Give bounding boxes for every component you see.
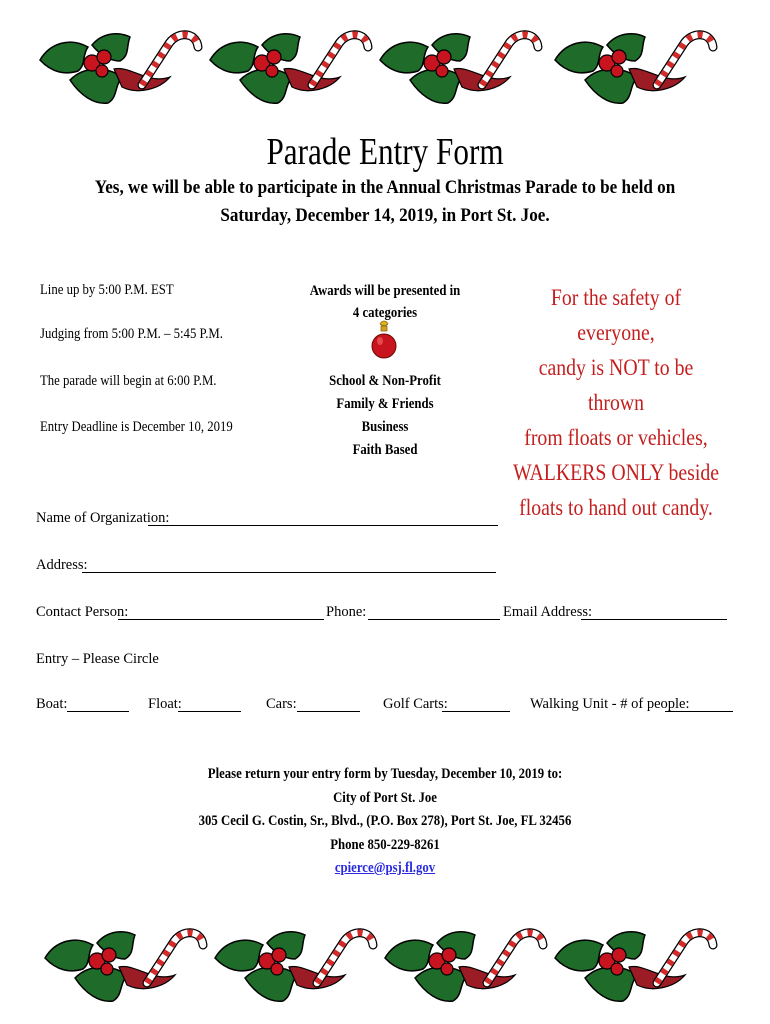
- info-judging: Judging from 5:00 P.M. – 5:45 P.M.: [40, 326, 223, 342]
- safety-notice: [511, 280, 721, 525]
- category-faith-based: Faith Based: [352, 442, 418, 458]
- return-address: 305 Cecil G. Costin, Sr., Blvd., (P.O. Box 278), Port St. Joe, FL 32456: [198, 813, 572, 829]
- holly-candy-cane-border-top: [0, 20, 770, 115]
- subtitle: [93, 174, 678, 230]
- phone-input-line[interactable]: [368, 619, 500, 620]
- category-school-nonprofit: School & Non-Profit: [329, 373, 441, 389]
- address-label: Address:: [36, 557, 88, 573]
- org-input-line[interactable]: [148, 525, 498, 526]
- float-input-line[interactable]: [178, 711, 241, 712]
- awards-heading-line-2: 4 categories: [352, 305, 418, 321]
- float-label: Float:: [148, 696, 182, 712]
- cars-input-line[interactable]: [297, 711, 360, 712]
- category-business: Business: [361, 419, 409, 435]
- contact-input-line[interactable]: [118, 619, 324, 620]
- holly-candy-cane-border-bottom: [0, 915, 770, 1015]
- address-input-line[interactable]: [82, 572, 496, 573]
- safety-line-2: candy is NOT to be thrown: [538, 355, 694, 415]
- walking-unit-input-line[interactable]: [665, 711, 733, 712]
- info-deadline: Entry Deadline is December 10, 2019: [40, 419, 233, 435]
- info-parade-start: The parade will begin at 6:00 P.M.: [40, 373, 217, 389]
- email-label: Email Address:: [503, 604, 593, 620]
- subtitle-line-1: Yes, we will be able to participate in the Annual Christmas Parade to be held on: [94, 177, 676, 198]
- golf-carts-input-line[interactable]: [442, 711, 510, 712]
- return-instructions: [165, 763, 605, 881]
- category-family-friends: Family & Friends: [336, 396, 434, 412]
- safety-line-4: WALKERS ONLY beside: [512, 460, 720, 485]
- awards-heading-line-1: Awards will be presented in: [309, 283, 461, 299]
- award-categories: [293, 370, 478, 462]
- cars-label: Cars:: [266, 696, 297, 712]
- safety-line-5: floats to hand out candy.: [519, 495, 713, 520]
- boat-input-line[interactable]: [67, 711, 129, 712]
- return-city: City of Port St. Joe: [333, 789, 437, 806]
- email-input-line[interactable]: [581, 619, 727, 620]
- org-label: Name of Organization:: [36, 510, 170, 526]
- walking-unit-label: Walking Unit - # of people:: [530, 696, 690, 712]
- return-line-1: Please return your entry form by Tuesday, December 10, 2019 to:: [207, 766, 563, 782]
- ornament-icon: [371, 320, 397, 368]
- page-title: Parade Entry Form: [266, 131, 504, 173]
- email-link[interactable]: cpierce@psj.fl.gov: [334, 860, 436, 876]
- safety-line-1: For the safety of everyone,: [550, 285, 682, 345]
- subtitle-line-2: Saturday, December 14, 2019, in Port St. Joe.: [220, 205, 550, 226]
- safety-line-3: from floats or vehicles,: [524, 425, 708, 450]
- awards-heading: [293, 280, 478, 324]
- info-lineup: Line up by 5:00 P.M. EST: [40, 282, 174, 298]
- phone-label: Phone:: [326, 604, 367, 620]
- return-phone: Phone 850-229-8261: [330, 836, 440, 853]
- golf-carts-label: Golf Carts:: [383, 696, 448, 712]
- contact-label: Contact Person:: [36, 604, 129, 620]
- entry-circle-label: Entry – Please Circle: [36, 651, 159, 667]
- boat-label: Boat:: [36, 696, 68, 712]
